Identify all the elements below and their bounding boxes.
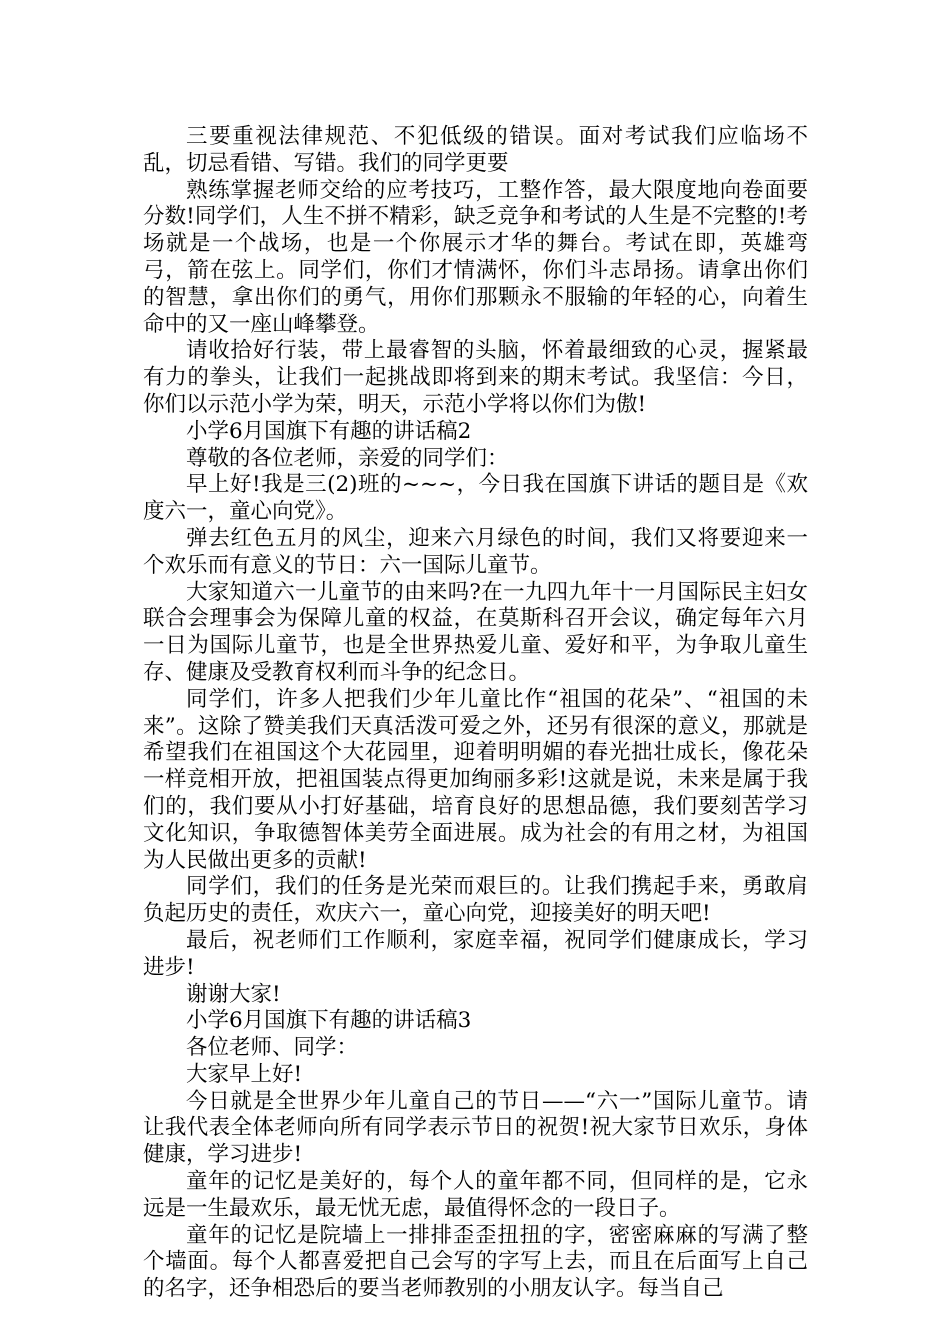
- paragraph: 请收拾好行装，带上最睿智的头脑，怀着最细致的心灵，握紧最有力的拳头，让我们一起挑战即将到来的期末考试。我坚信：今日，你们以示范小学为荣，明天，示范小学将以你们为傲!: [143, 338, 808, 417]
- paragraph: 同学们，许多人把我们少年儿童比作“祖国的花朵”、“祖国的未来”。这除了赞美我们天真活泼可爱之外，还另有很深的意义，那就是希望我们在祖国这个大花园里，迎着明明媚的春光拙壮成长，像花朵一样竞相开放，把祖国装点得更加绚丽多彩!这就是说，未来是属于我们的，我们要从小打好基础，培育良好的思想品德，我们要刻苦学习文化知识，争取德智体美劳全面进展。成为社会的有用之材，为祖国为人民做出更多的贡献!: [143, 686, 808, 873]
- closing-line: 谢谢大家!: [186, 981, 281, 1007]
- paragraph: 童年的记忆是美好的，每个人的童年都不同，但同样的是，它永远是一生最欢乐，最无忧无虑，最值得怀念的一段日子。: [143, 1169, 808, 1221]
- paragraph: 熟练掌握老师交给的应考技巧，工整作答，最大限度地向卷面要分数!同学们，人生不拼不精彩，缺乏竞争和考试的人生是不完整的!考场就是一个战场，也是一个你展示才华的舞台。考试在即，英雄弯弓，箭在弦上。同学们，你们才情满怀，你们斗志昂扬。请拿出你们的智慧，拿出你们的勇气，用你们那颗永不服输的年轻的心，向着生命中的又一座山峰攀登。: [143, 177, 808, 337]
- section-heading: 小学6月国旗下有趣的讲话稿2: [186, 418, 472, 444]
- paragraph: 三要重视法律规范、不犯低级的错误。面对考试我们应临场不乱，切忌看错、写错。我们的同学更要: [143, 124, 808, 176]
- document-body: [143, 124, 808, 1303]
- paragraph: 同学们，我们的任务是光荣而艰巨的。让我们携起手来，勇敢肩负起历史的责任，欢庆六一，童心向党，迎接美好的明天吧!: [143, 874, 808, 927]
- paragraph: 弹去红色五月的风尘，迎来六月绿色的时间，我们又将要迎来一个欢乐而有意义的节日：六一国际儿童节。: [143, 525, 808, 578]
- paragraph: 童年的记忆是院墙上一排排歪歪扭扭的字，密密麻麻的写满了整个墙面。每个人都喜爱把自己会写的字写上去，而且在后面写上自己的名字，还争相恐后的要当老师教别的小朋友认字。每当自己: [143, 1222, 808, 1302]
- greeting: 大家早上好!: [186, 1061, 303, 1087]
- section-heading: 小学6月国旗下有趣的讲话稿3: [186, 1008, 472, 1034]
- paragraph: 今日就是全世界少年儿童自己的节日——“六一”国际儿童节。请让我代表全体老师向所有同学表示节日的祝贺!祝大家节日欢乐，身体健康，学习进步!: [143, 1088, 808, 1168]
- salutation: 各位老师、同学：: [186, 1035, 359, 1061]
- salutation: 尊敬的各位老师，亲爱的同学们：: [186, 445, 509, 471]
- paragraph: 早上好!我是三(2)班的~~~，今日我在国旗下讲话的题目是《欢度六一，童心向党》。: [143, 472, 808, 525]
- paragraph: 最后，祝老师们工作顺利，家庭幸福，祝同学们健康成长，学习进步!: [143, 927, 808, 980]
- paragraph: 大家知道六一儿童节的由来吗?在一九四九年十一月国际民主妇女联合会理事会为保障儿童的权益，在莫斯科召开会议，确定每年六月一日为国际儿童节，也是全世界热爱儿童、爱好和平，为争取儿童生存、健康及受教育权利而斗争的纪念日。: [143, 579, 808, 685]
